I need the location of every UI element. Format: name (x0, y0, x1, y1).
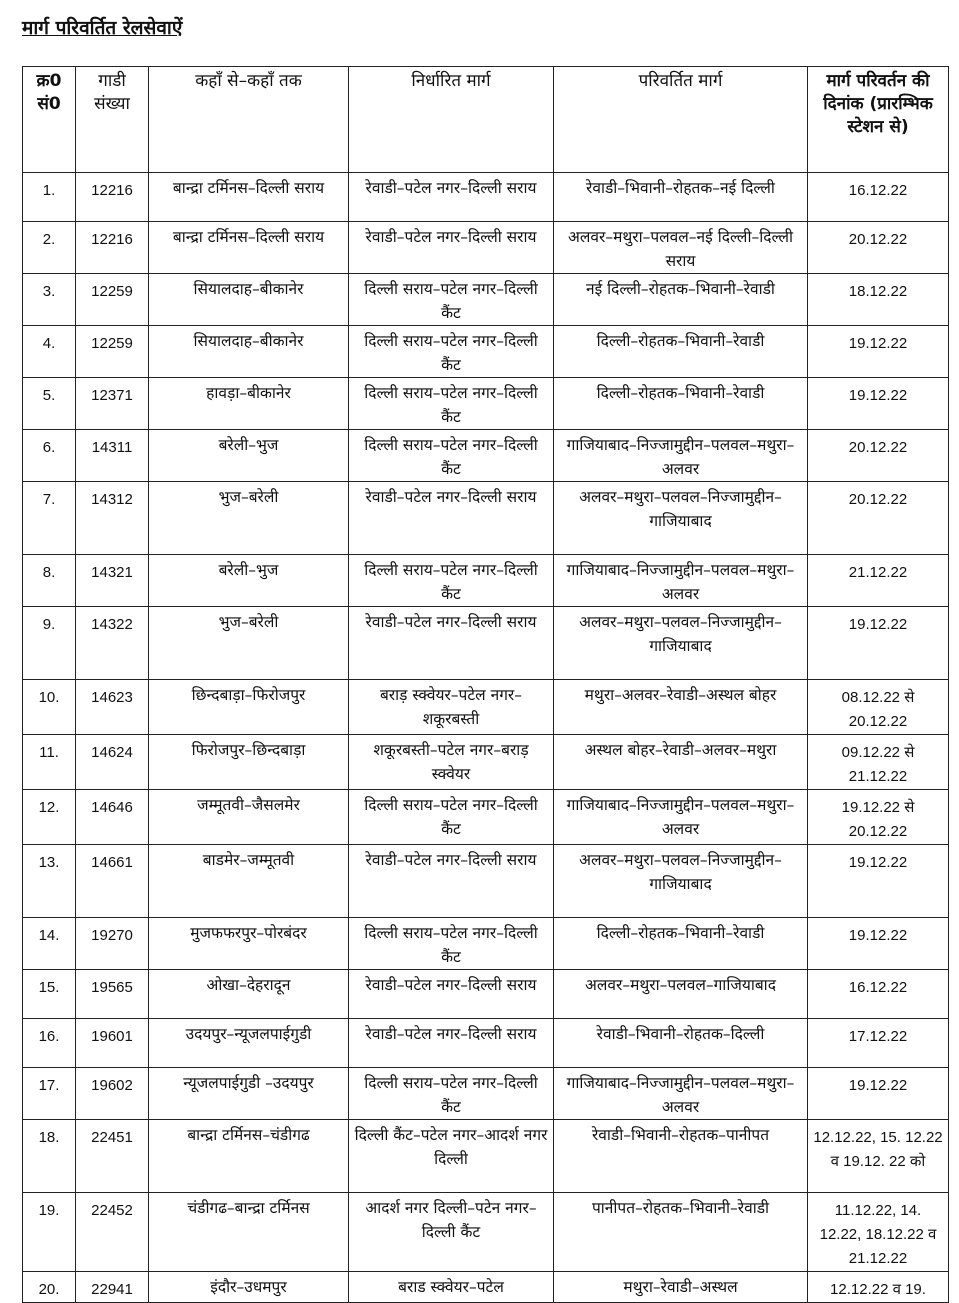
cell-from-to: बाडमेर–जम्मूतवी (149, 845, 349, 918)
table-row (23, 274, 949, 326)
cell-diverted-route: अलवर–मथुरा–पलवल–निज्जामुद्दीन–गाजियाबाद (554, 845, 808, 918)
cell-scheduled-route: बराड स्क्वेयर–पटेल (349, 1272, 554, 1303)
cell-diversion-date: 17.12.22 (808, 1019, 949, 1068)
cell-train-number: 12259 (76, 326, 149, 378)
table-row (23, 1272, 949, 1303)
cell-sno: 20. (23, 1272, 76, 1303)
cell-sno: 11. (23, 735, 76, 790)
cell-scheduled-route: दिल्ली सराय–पटेल नगर–दिल्ली कैंट (349, 378, 554, 430)
cell-scheduled-route: दिल्ली सराय–पटेल नगर–दिल्ली कैंट (349, 918, 554, 970)
header-train-number: गाडी संख्या (76, 67, 149, 173)
cell-train-number: 14322 (76, 607, 149, 680)
cell-diversion-date: 19.12.22 (808, 607, 949, 680)
table-row (23, 845, 949, 918)
cell-scheduled-route: दिल्ली सराय–पटेल नगर–दिल्ली कैंट (349, 1068, 554, 1120)
cell-diversion-date: 20.12.22 (808, 430, 949, 482)
cell-sno: 4. (23, 326, 76, 378)
cell-scheduled-route: दिल्ली सराय–पटेल नगर–दिल्ली कैंट (349, 430, 554, 482)
cell-scheduled-route: रेवाडी–पटेल नगर–दिल्ली सराय (349, 173, 554, 222)
cell-scheduled-route: दिल्ली सराय–पटेल नगर–दिल्ली कैंट (349, 790, 554, 845)
table-row (23, 918, 949, 970)
cell-from-to: चंडीगढ–बान्द्रा टर्मिनस (149, 1193, 349, 1272)
table-row (23, 173, 949, 222)
cell-sno: 14. (23, 918, 76, 970)
cell-sno: 13. (23, 845, 76, 918)
cell-from-to: भुज–बरेली (149, 607, 349, 680)
table-row (23, 1193, 949, 1272)
cell-diverted-route: गाजियाबाद–निज्जामुद्दीन–पलवल–मथुरा–अलवर (554, 555, 808, 607)
cell-sno: 16. (23, 1019, 76, 1068)
table-row (23, 430, 949, 482)
table-row (23, 222, 949, 274)
cell-from-to: सियालदाह–बीकानेर (149, 274, 349, 326)
cell-from-to: इंदौर–उधमपुर (149, 1272, 349, 1303)
cell-diverted-route: दिल्ली–रोहतक–भिवानी–रेवाडी (554, 326, 808, 378)
table-row (23, 607, 949, 680)
cell-train-number: 12259 (76, 274, 149, 326)
cell-from-to: मुजफफरपुर–पोरबंदर (149, 918, 349, 970)
table-body (23, 173, 949, 1303)
cell-from-to: जम्मूतवी–जैसलमेर (149, 790, 349, 845)
header-diversion-date: मार्ग परिवर्तन की दिनांक (प्रारम्भिक स्टेशन से) (808, 67, 949, 173)
cell-sno: 12. (23, 790, 76, 845)
cell-diverted-route: गाजियाबाद–निज्जामुद्दीन–पलवल–मथुरा–अलवर (554, 1068, 808, 1120)
cell-sno: 5. (23, 378, 76, 430)
header-from-to: कहाँ से–कहाँ तक (149, 67, 349, 173)
cell-from-to: बरेली–भुज (149, 555, 349, 607)
cell-diversion-date: 19.12.22 (808, 1068, 949, 1120)
cell-diversion-date: 19.12.22 (808, 845, 949, 918)
diverted-trains-table (22, 66, 949, 1303)
cell-diversion-date: 19.12.22 (808, 326, 949, 378)
cell-from-to: सियालदाह–बीकानेर (149, 326, 349, 378)
cell-diversion-date: 12.12.22 व 19. (808, 1272, 949, 1303)
cell-from-to: छिन्दबाड़ा–फिरोजपुर (149, 680, 349, 735)
table-row (23, 1120, 949, 1193)
cell-scheduled-route: बराड़ स्क्वेयर–पटेल नगर–शकूरबस्ती (349, 680, 554, 735)
cell-diversion-date: 11.12.22, 14. 12.22, 18.12.22 व 21.12.22 (808, 1193, 949, 1272)
cell-train-number: 22941 (76, 1272, 149, 1303)
cell-diverted-route: पानीपत–रोहतक–भिवानी–रेवाडी (554, 1193, 808, 1272)
table-row (23, 1068, 949, 1120)
cell-train-number: 14312 (76, 482, 149, 555)
table-row (23, 378, 949, 430)
cell-scheduled-route: दिल्ली सराय–पटेल नगर–दिल्ली कैंट (349, 555, 554, 607)
page-title: मार्ग परिवर्तित रेलसेवाऐं (22, 17, 183, 39)
cell-diverted-route: दिल्ली–रोहतक–भिवानी–रेवाडी (554, 378, 808, 430)
cell-diversion-date: 20.12.22 (808, 222, 949, 274)
cell-sno: 6. (23, 430, 76, 482)
cell-train-number: 19601 (76, 1019, 149, 1068)
cell-train-number: 12371 (76, 378, 149, 430)
cell-diverted-route: मथुरा–रेवाडी–अस्थल (554, 1272, 808, 1303)
cell-from-to: बान्द्रा टर्मिनस–चंडीगढ (149, 1120, 349, 1193)
cell-sno: 18. (23, 1120, 76, 1193)
header-sno: क्र0 सं0 (23, 67, 76, 173)
cell-train-number: 19565 (76, 970, 149, 1019)
cell-train-number: 22451 (76, 1120, 149, 1193)
cell-from-to: फिरोजपुर–छिन्दबाड़ा (149, 735, 349, 790)
cell-sno: 3. (23, 274, 76, 326)
cell-diversion-date: 20.12.22 (808, 482, 949, 555)
cell-from-to: बान्द्रा टर्मिनस–दिल्ली सराय (149, 222, 349, 274)
cell-scheduled-route: रेवाडी–पटेल नगर–दिल्ली सराय (349, 1019, 554, 1068)
table-row (23, 735, 949, 790)
cell-sno: 15. (23, 970, 76, 1019)
cell-diverted-route: गाजियाबाद–निज्जामुद्दीन–पलवल–मथुरा–अलवर (554, 430, 808, 482)
cell-diversion-date: 16.12.22 (808, 173, 949, 222)
table-row (23, 970, 949, 1019)
cell-from-to: ओखा–देहरादून (149, 970, 349, 1019)
cell-diversion-date: 19.12.22 (808, 918, 949, 970)
cell-train-number: 12216 (76, 222, 149, 274)
cell-train-number: 12216 (76, 173, 149, 222)
cell-diverted-route: रेवाडी–भिवानी–रोहतक–दिल्ली (554, 1019, 808, 1068)
table-row (23, 482, 949, 555)
cell-scheduled-route: रेवाडी–पटेल नगर–दिल्ली सराय (349, 607, 554, 680)
cell-scheduled-route: दिल्ली सराय–पटेल नगर–दिल्ली कैंट (349, 274, 554, 326)
table-row (23, 680, 949, 735)
cell-diverted-route: अलवर–मथुरा–पलवल–गाजियाबाद (554, 970, 808, 1019)
cell-sno: 8. (23, 555, 76, 607)
cell-from-to: उदयपुर–न्यूजलपाईगुडी (149, 1019, 349, 1068)
cell-diverted-route: अलवर–मथुरा–पलवल–नई दिल्ली–दिल्ली सराय (554, 222, 808, 274)
cell-scheduled-route: रेवाडी–पटेल नगर–दिल्ली सराय (349, 222, 554, 274)
cell-diverted-route: अलवर–मथुरा–पलवल–निज्जामुद्दीन–गाजियाबाद (554, 482, 808, 555)
cell-from-to: बान्द्रा टर्मिनस–दिल्ली सराय (149, 173, 349, 222)
table-row (23, 1019, 949, 1068)
cell-train-number: 14624 (76, 735, 149, 790)
cell-train-number: 14661 (76, 845, 149, 918)
cell-train-number: 14646 (76, 790, 149, 845)
cell-scheduled-route: रेवाडी–पटेल नगर–दिल्ली सराय (349, 845, 554, 918)
cell-train-number: 14321 (76, 555, 149, 607)
cell-diverted-route: नई दिल्ली–रोहतक–भिवानी–रेवाडी (554, 274, 808, 326)
cell-sno: 9. (23, 607, 76, 680)
cell-diverted-route: रेवाडी–भिवानी–रोहतक–नई दिल्ली (554, 173, 808, 222)
cell-diversion-date: 21.12.22 (808, 555, 949, 607)
cell-diverted-route: गाजियाबाद–निज्जामुद्दीन–पलवल–मथुरा–अलवर (554, 790, 808, 845)
cell-train-number: 14311 (76, 430, 149, 482)
cell-diversion-date: 09.12.22 से 21.12.22 (808, 735, 949, 790)
header-scheduled-route: निर्धारित मार्ग (349, 67, 554, 173)
cell-sno: 1. (23, 173, 76, 222)
cell-train-number: 19270 (76, 918, 149, 970)
header-diverted-route: परिवर्तित मार्ग (554, 67, 808, 173)
header-row (23, 67, 949, 173)
cell-from-to: न्यूजलपाईगुडी –उदयपुर (149, 1068, 349, 1120)
cell-train-number: 22452 (76, 1193, 149, 1272)
cell-diversion-date: 19.12.22 से 20.12.22 (808, 790, 949, 845)
cell-diversion-date: 19.12.22 (808, 378, 949, 430)
cell-scheduled-route: आदर्श नगर दिल्ली–पटेन नगर–दिल्ली कैंट (349, 1193, 554, 1272)
cell-sno: 7. (23, 482, 76, 555)
cell-from-to: बरेली–भुज (149, 430, 349, 482)
cell-sno: 10. (23, 680, 76, 735)
cell-sno: 17. (23, 1068, 76, 1120)
cell-sno: 2. (23, 222, 76, 274)
cell-scheduled-route: रेवाडी–पटेल नगर–दिल्ली सराय (349, 482, 554, 555)
cell-diverted-route: रेवाडी–भिवानी–रोहतक–पानीपत (554, 1120, 808, 1193)
cell-diversion-date: 12.12.22, 15. 12.22 व 19.12. 22 को (808, 1120, 949, 1193)
cell-scheduled-route: रेवाडी–पटेल नगर–दिल्ली सराय (349, 970, 554, 1019)
table-row (23, 326, 949, 378)
cell-diversion-date: 18.12.22 (808, 274, 949, 326)
cell-scheduled-route: दिल्ली कैंट–पटेल नगर–आदर्श नगर दिल्ली (349, 1120, 554, 1193)
cell-diverted-route: अलवर–मथुरा–पलवल–निज्जामुद्दीन–गाजियाबाद (554, 607, 808, 680)
cell-train-number: 19602 (76, 1068, 149, 1120)
table-row (23, 790, 949, 845)
cell-sno: 19. (23, 1193, 76, 1272)
cell-diversion-date: 16.12.22 (808, 970, 949, 1019)
cell-scheduled-route: शकूरबस्ती–पटेल नगर–बराड़ स्क्वेयर (349, 735, 554, 790)
cell-diversion-date: 08.12.22 से 20.12.22 (808, 680, 949, 735)
cell-scheduled-route: दिल्ली सराय–पटेल नगर–दिल्ली कैंट (349, 326, 554, 378)
cell-train-number: 14623 (76, 680, 149, 735)
cell-from-to: हावड़ा–बीकानेर (149, 378, 349, 430)
cell-diverted-route: अस्थल बोहर–रेवाडी–अलवर–मथुरा (554, 735, 808, 790)
cell-diverted-route: दिल्ली–रोहतक–भिवानी–रेवाडी (554, 918, 808, 970)
table-row (23, 555, 949, 607)
cell-diverted-route: मथुरा–अलवर–रेवाडी–अस्थल बोहर (554, 680, 808, 735)
cell-from-to: भुज–बरेली (149, 482, 349, 555)
